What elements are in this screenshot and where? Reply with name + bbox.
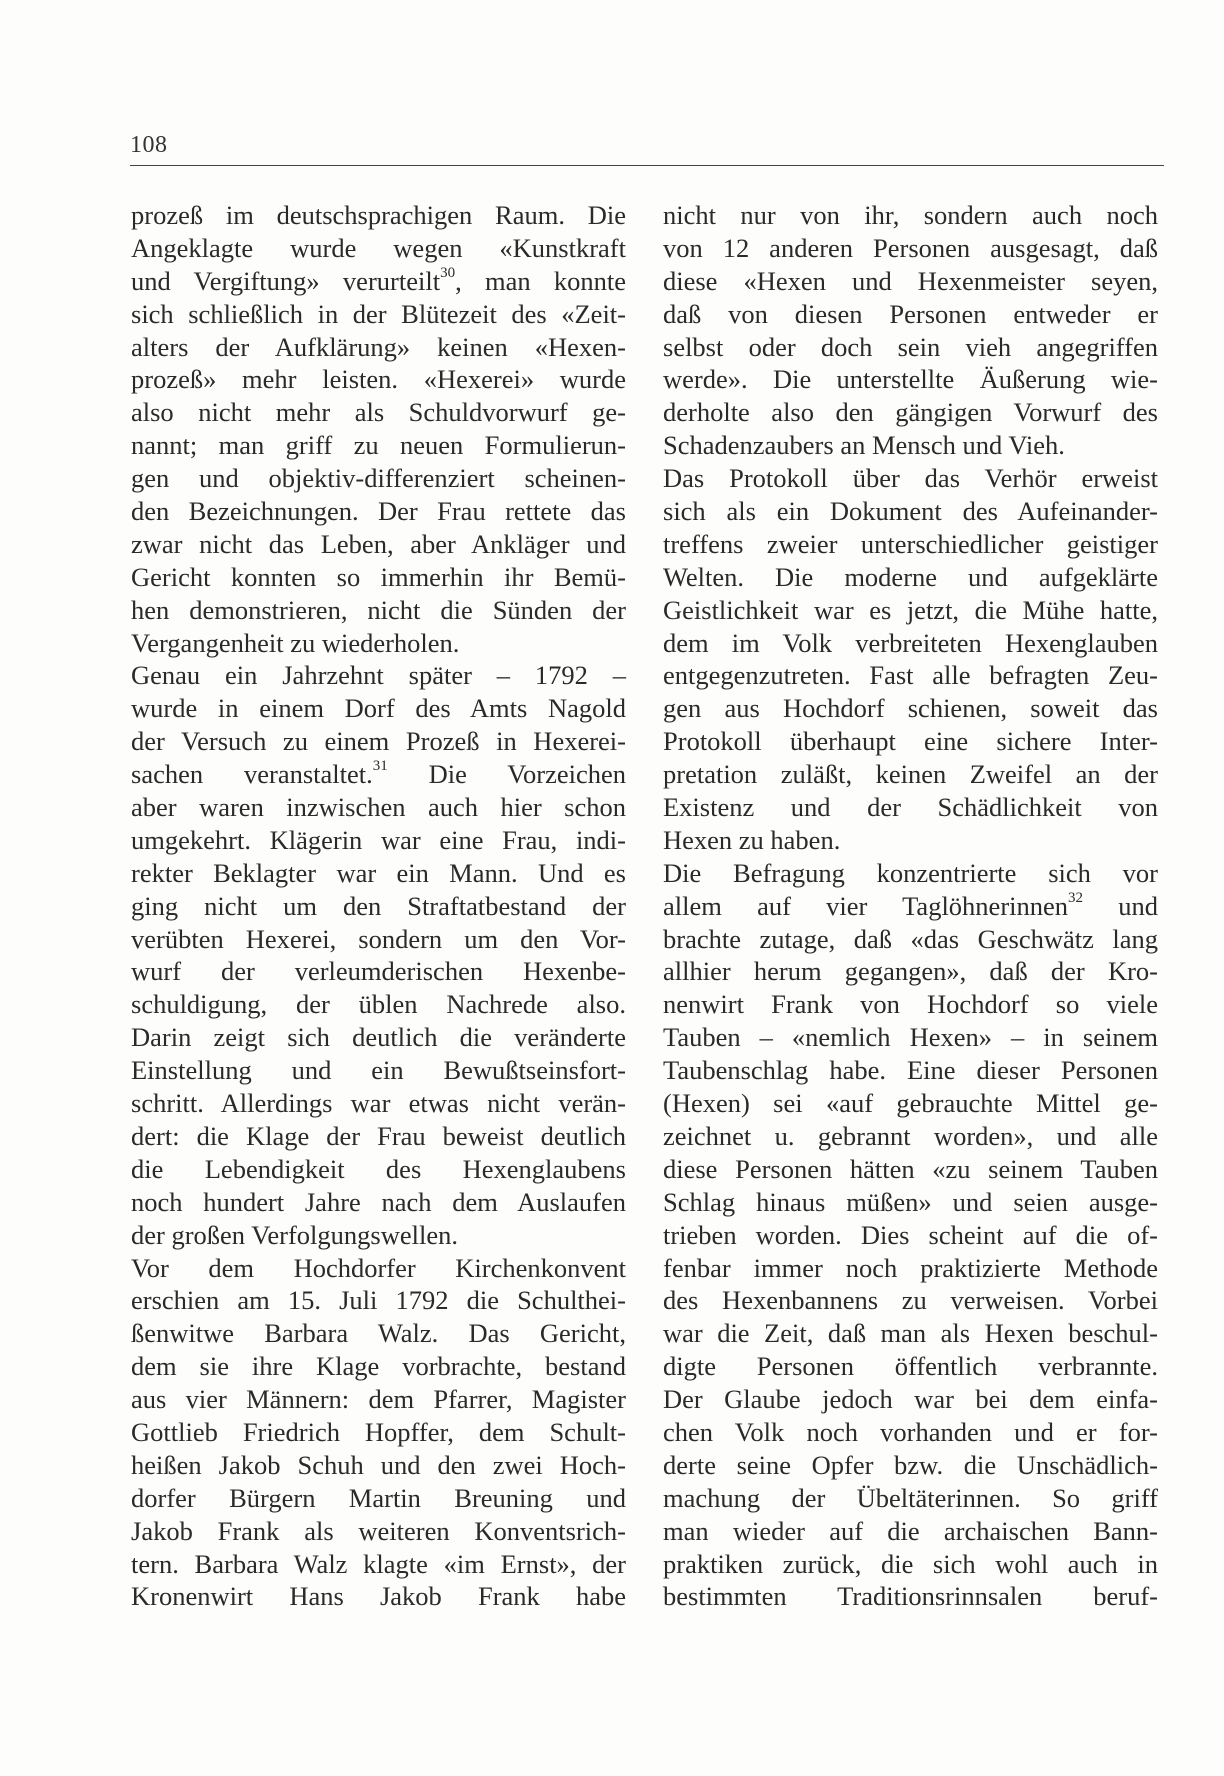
- text-line-content: bestimmten Traditionsrinnsalen beruf-: [663, 1581, 1158, 1612]
- text-line-content: zwar nicht das Leben, aber Ankläger und: [131, 528, 626, 559]
- text-line: [663, 758, 1158, 791]
- text-line-content: dem sie ihre Klage vorbrachte, bestand: [131, 1351, 626, 1382]
- text-line: [131, 955, 626, 988]
- text-line: [663, 363, 1158, 396]
- text-line: [131, 1515, 626, 1548]
- text-line: [131, 298, 626, 331]
- text-line: [131, 1482, 626, 1515]
- text-line: [663, 594, 1158, 627]
- text-line: [663, 1186, 1158, 1219]
- text-line-content: prozeß» mehr leisten. «Hexerei» wurde: [131, 364, 626, 395]
- text-line: [663, 528, 1158, 561]
- text-line: [663, 1350, 1158, 1383]
- text-line-content: schritt. Allerdings war etwas nicht verän-: [131, 1088, 626, 1119]
- text-line: [131, 824, 626, 857]
- text-line: [131, 462, 626, 495]
- text-line-content: der großen Verfolgungswellen.: [131, 1219, 458, 1250]
- text-line: [131, 199, 626, 232]
- text-line-content: trieben worden. Dies scheint auf die of-: [663, 1219, 1158, 1250]
- text-line: [663, 298, 1158, 331]
- text-line-content: der Versuch zu einem Prozeß in Hexerei-: [131, 726, 626, 757]
- text-line: [131, 1186, 626, 1219]
- text-line: [663, 1317, 1158, 1350]
- text-line-content: nenwirt Frank von Hochdorf so viele: [663, 989, 1158, 1020]
- text-line-content: daß von diesen Personen entweder er: [663, 298, 1158, 329]
- text-line-content: die Lebendigkeit des Hexenglaubens: [131, 1153, 626, 1184]
- text-line-content: sich schließlich in der Blütezeit des «Zeit-: [131, 298, 626, 329]
- text-line-content: noch hundert Jahre nach dem Auslaufen: [131, 1186, 626, 1217]
- text-line-content: digte Personen öffentlich verbrannte.: [663, 1351, 1158, 1382]
- text-line: [663, 725, 1158, 758]
- text-line-content: Vergangenheit zu wiederholen.: [131, 627, 460, 658]
- text-line-content: war die Zeit, daß man als Hexen beschul-: [663, 1318, 1158, 1349]
- text-line: [131, 331, 626, 364]
- text-line-content: Gottlieb Friedrich Hopffer, dem Schult-: [131, 1416, 626, 1447]
- text-line-content: Jakob Frank als weiteren Konventsrich-: [131, 1515, 626, 1546]
- text-line: [131, 363, 626, 396]
- text-line-content: Schadenzaubers an Mensch und Vieh.: [663, 430, 1065, 461]
- text-line: [131, 1449, 626, 1482]
- text-line-content: Die Befragung konzentrierte sich vor: [663, 857, 1158, 888]
- text-line: [663, 923, 1158, 956]
- text-line: [663, 1087, 1158, 1120]
- text-line-content: man wieder auf die archaischen Bann-: [663, 1515, 1158, 1546]
- text-line-content: Taubenschlag habe. Eine dieser Personen: [663, 1055, 1158, 1086]
- text-line-content: wurf der verleumderischen Hexenbe-: [131, 956, 626, 987]
- text-line-content: dorfer Bürgern Martin Breuning und: [131, 1482, 626, 1513]
- text-line-content: erschien am 15. Juli 1792 die Schulthei-: [131, 1285, 626, 1316]
- text-line-content: zeichnet u. gebrannt worden», und alle: [663, 1120, 1158, 1151]
- text-line: [663, 1021, 1158, 1054]
- text-line: [131, 1120, 626, 1153]
- text-line-content: Kronenwirt Hans Jakob Frank habe: [131, 1581, 626, 1612]
- text-line-content: allhier herum gegangen», daß der Kro-: [663, 956, 1158, 987]
- text-line: [131, 857, 626, 890]
- text-line-content: diese Personen hätten «zu seinem Tauben: [663, 1153, 1158, 1184]
- text-line: [131, 1548, 626, 1581]
- text-line: [131, 265, 626, 298]
- text-line-content: tern. Barbara Walz klagte «im Ernst», der: [131, 1548, 626, 1579]
- text-line: [663, 1482, 1158, 1515]
- text-line: [131, 1021, 626, 1054]
- text-line-content: gen und objektiv-differenziert scheinen-: [131, 463, 626, 494]
- text-line: [663, 659, 1158, 692]
- footnote-marker: 30: [440, 264, 456, 281]
- text-line: [131, 495, 626, 528]
- text-line-content: Schlag hinaus müßen» und seien ausge-: [663, 1186, 1158, 1217]
- text-line-content: treffens zweier unterschiedlicher geistiger: [663, 528, 1158, 559]
- text-line: [663, 1153, 1158, 1186]
- text-line-continuation: und: [1083, 890, 1159, 921]
- text-line-content: machung der Übeltäterinnen. So griff: [663, 1482, 1158, 1513]
- text-line-content: heißen Jakob Schuh und den zwei Hoch-: [131, 1449, 626, 1480]
- text-line-content: allem auf vier Taglöhnerinnen: [663, 890, 1069, 921]
- text-line-content: sich als ein Dokument des Aufeinander-: [663, 496, 1158, 527]
- text-line-content: rekter Beklagter war ein Mann. Und es: [131, 857, 626, 888]
- text-line-content: chen Volk noch vorhanden und er for-: [663, 1416, 1158, 1447]
- text-line: [131, 1416, 626, 1449]
- text-line: [131, 659, 626, 692]
- left-text-column: [131, 199, 626, 1613]
- text-line-content: aber waren inzwischen auch hier schon: [131, 792, 626, 823]
- text-line: [663, 791, 1158, 824]
- text-line-content: also nicht mehr als Schuldvorwurf ge-: [131, 397, 626, 428]
- text-line-content: praktiken zurück, die sich wohl auch in: [663, 1548, 1158, 1579]
- text-line-content: brachte zutage, daß «das Geschwätz lang: [663, 923, 1158, 954]
- text-line: [131, 923, 626, 956]
- text-line: [131, 561, 626, 594]
- text-line-content: ging nicht um den Straftatbestand der: [131, 890, 626, 921]
- text-line-content: den Bezeichnungen. Der Frau rettete das: [131, 496, 626, 527]
- text-line: [131, 1580, 626, 1613]
- text-line-content: dert: die Klage der Frau beweist deutlich: [131, 1120, 626, 1151]
- text-line: [663, 1219, 1158, 1252]
- text-line-content: schuldigung, der üblen Nachrede also.: [131, 989, 626, 1020]
- text-line: [131, 890, 626, 923]
- text-line-content: Hexen zu haben.: [663, 824, 841, 855]
- text-line-content: diese «Hexen und Hexenmeister seyen,: [663, 265, 1158, 296]
- text-line-content: hen demonstrieren, nicht die Sünden der: [131, 594, 626, 625]
- text-line-content: des Hexenbannens zu verweisen. Vorbei: [663, 1285, 1158, 1316]
- text-line-content: wurde in einem Dorf des Amts Nagold: [131, 693, 626, 724]
- text-line-content: nannt; man griff zu neuen Formulierun-: [131, 430, 626, 461]
- text-line: [131, 232, 626, 265]
- text-line-content: sachen veranstaltet.: [131, 759, 373, 790]
- text-line: [131, 1153, 626, 1186]
- text-line: [663, 462, 1158, 495]
- text-line-content: Geistlichkeit war es jetzt, die Mühe hatte,: [663, 594, 1158, 625]
- text-line: [663, 232, 1158, 265]
- text-line-content: fenbar immer noch praktizierte Methode: [663, 1252, 1158, 1283]
- text-line: [663, 331, 1158, 364]
- text-line: [131, 1383, 626, 1416]
- text-line: [131, 725, 626, 758]
- text-line-content: alters der Aufklärung» keinen «Hexen-: [131, 331, 626, 362]
- text-line-content: dem im Volk verbreiteten Hexenglauben: [663, 627, 1158, 658]
- text-line: [663, 627, 1158, 660]
- text-line-content: nicht nur von ihr, sondern auch noch: [663, 200, 1158, 230]
- text-line: [663, 890, 1158, 923]
- text-line-continuation: Die Vorzeichen: [387, 759, 627, 790]
- text-line-content: Angeklagte wurde wegen «Kunstkraft: [131, 232, 626, 263]
- text-line-content: prozeß im deutschsprachigen Raum. Die: [131, 200, 626, 230]
- text-line-content: derte seine Opfer bzw. die Unschädlich-: [663, 1449, 1158, 1480]
- text-line-content: Genau ein Jahrzehnt später – 1792 –: [131, 660, 626, 691]
- text-line-content: werde». Die unterstellte Äußerung wie-: [663, 364, 1158, 395]
- text-line: [663, 1515, 1158, 1548]
- text-line: [131, 429, 626, 462]
- text-line: [131, 627, 626, 660]
- text-line: [663, 692, 1158, 725]
- text-line: [663, 1449, 1158, 1482]
- text-line: [131, 1284, 626, 1317]
- text-line: [663, 199, 1158, 232]
- text-line: [663, 1548, 1158, 1581]
- text-line: [131, 988, 626, 1021]
- text-line-content: verübten Hexerei, sondern um den Vor-: [131, 923, 626, 954]
- text-line-content: Vor dem Hochdorfer Kirchenkonvent: [131, 1252, 626, 1283]
- text-line-content: derholte also den gängigen Vorwurf des: [663, 397, 1158, 428]
- header-rule: [130, 165, 1164, 166]
- text-line: [131, 1350, 626, 1383]
- text-line-content: (Hexen) sei «auf gebrauchte Mittel ge-: [663, 1088, 1158, 1119]
- text-line: [131, 1054, 626, 1087]
- text-line: [131, 528, 626, 561]
- text-line: [663, 1252, 1158, 1285]
- text-line-content: umgekehrt. Klägerin war eine Frau, indi-: [131, 824, 626, 855]
- text-line-content: ßenwitwe Barbara Walz. Das Gericht,: [131, 1318, 626, 1349]
- text-line-content: Einstellung und ein Bewußtseinsfort-: [131, 1055, 626, 1086]
- text-line: [663, 495, 1158, 528]
- text-line: [131, 1219, 626, 1252]
- text-line-content: und Vergiftung» verurteilt: [131, 265, 441, 296]
- text-line-content: pretation zuläßt, keinen Zweifel an der: [663, 759, 1158, 790]
- text-line-content: von 12 anderen Personen ausgesagt, daß: [663, 232, 1158, 263]
- text-line: [663, 988, 1158, 1021]
- text-line-content: Existenz und der Schädlichkeit von: [663, 792, 1158, 823]
- text-line: [131, 594, 626, 627]
- text-line: [663, 1054, 1158, 1087]
- text-line: [663, 1580, 1158, 1613]
- right-text-column: [663, 199, 1158, 1613]
- text-line: [663, 396, 1158, 429]
- text-line-content: Tauben – «nemlich Hexen» – in seinem: [663, 1022, 1158, 1053]
- text-line: [663, 824, 1158, 857]
- text-line: [663, 1416, 1158, 1449]
- text-line: [131, 758, 626, 791]
- text-line: [131, 396, 626, 429]
- text-line: [663, 265, 1158, 298]
- text-line-content: entgegenzutreten. Fast alle befragten Zeu-: [663, 660, 1158, 691]
- text-line-content: Darin zeigt sich deutlich die veränderte: [131, 1022, 626, 1053]
- text-line-content: Das Protokoll über das Verhör erweist: [663, 463, 1158, 494]
- text-line: [663, 857, 1158, 890]
- text-line-content: Gericht konnten so immerhin ihr Bemü-: [131, 561, 626, 592]
- text-line: [663, 1383, 1158, 1416]
- text-line: [663, 429, 1158, 462]
- text-line-continuation: , man konnte: [455, 265, 626, 296]
- text-line: [131, 1087, 626, 1120]
- text-line: [131, 1317, 626, 1350]
- footnote-marker: 31: [372, 758, 388, 775]
- text-line-content: selbst oder doch sein vieh angegriffen: [663, 331, 1158, 362]
- text-line: [663, 561, 1158, 594]
- text-line-content: aus vier Männern: dem Pfarrer, Magister: [131, 1384, 626, 1415]
- text-line: [663, 955, 1158, 988]
- text-line-content: Protokoll überhaupt eine sichere Inter-: [663, 726, 1158, 757]
- page-number: 108: [130, 132, 168, 158]
- text-line: [131, 791, 626, 824]
- text-line-content: Der Glaube jedoch war bei dem einfa-: [663, 1384, 1158, 1415]
- text-line-content: gen aus Hochdorf schienen, soweit das: [663, 693, 1158, 724]
- footnote-marker: 32: [1068, 889, 1084, 906]
- text-line: [663, 1284, 1158, 1317]
- text-line: [131, 692, 626, 725]
- text-line-content: Welten. Die moderne und aufgeklärte: [663, 561, 1158, 592]
- text-line: [131, 1252, 626, 1285]
- text-line: [663, 1120, 1158, 1153]
